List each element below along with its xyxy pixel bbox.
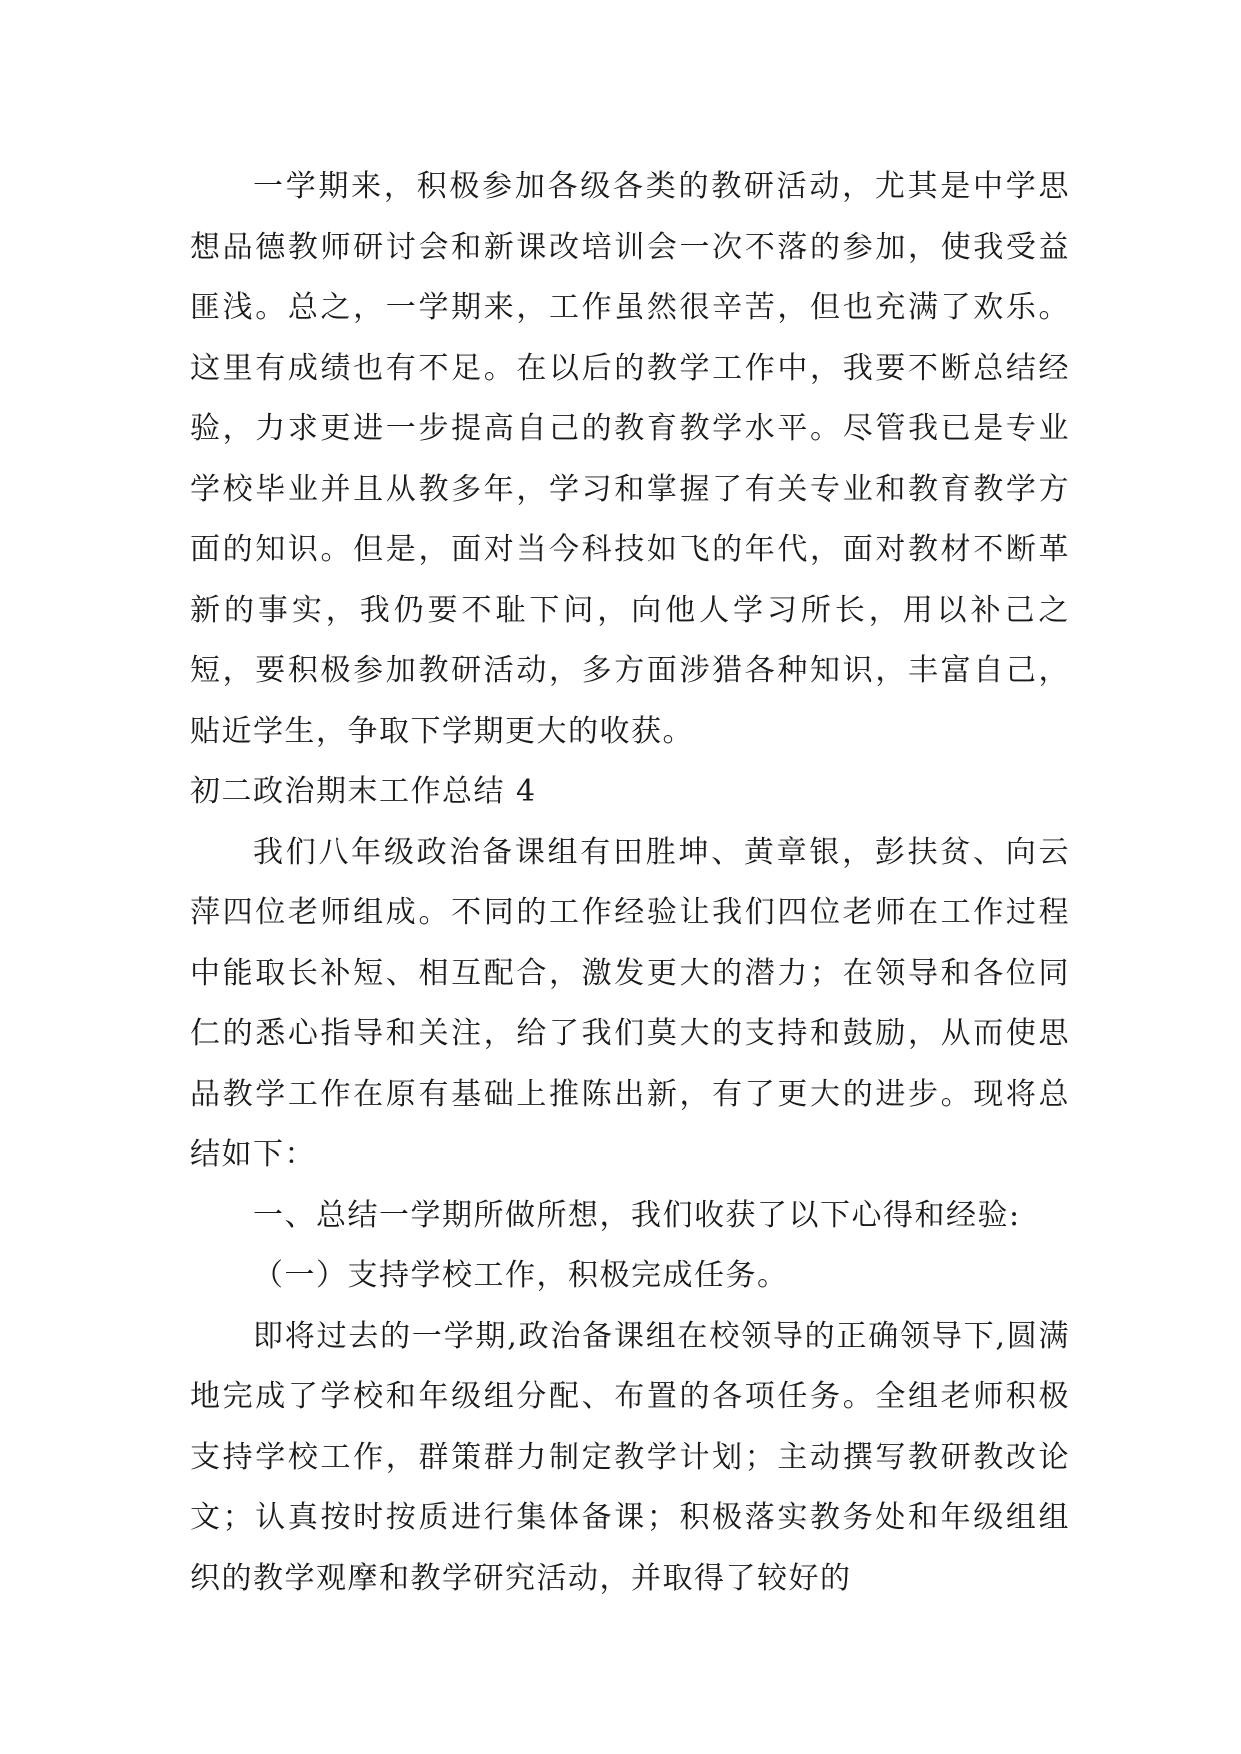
subsection-heading: （一）支持学校工作，积极完成任务。 (253, 1258, 789, 1293)
body-paragraph: 一学期来，积极参加各级各类的教研活动，尤其是中学思想品德教师研讨会和新课改培训会一次不落的参加，使我受益匪浅。总之，一学期来，工作虽然很辛苦，但也充满了欢乐。这里有成绩也有不足。在以后的教学工作中，我要不断总结经验，力求更进一步提高自己的教育教学水平。尽管我已是专业学校毕业并且从教多年，学习和掌握了有关专业和教育教学方面的知识。但是，面对当今科技如飞的年代，面对教材不断革新的事实，我仍要不耻下问，向他人学习所长，用以补己之短，要积极参加教研活动，多方面涉猎各种知识，丰富自己，贴近学生，争取下学期更大的收获。 (190, 169, 1070, 749)
body-paragraph: 一、总结一学期所做所想，我们收获了以下心得和经验: (253, 1197, 1021, 1233)
section-heading: 初二政治期末工作总结 4 (190, 774, 537, 809)
document-body (190, 157, 1070, 1609)
body-paragraph: 即将过去的一学期,政治备课组在校领导的正确领导下,圆满地完成了学校和年级组分配、布置的各项任务。全组老师积极支持学校工作，群策群力制定教学计划；主动撰写教研教改论文；认真按时按质进行集体备课；积极落实教务处和年级组组织的教学观摩和教学研究活动，并取得了较好的 (190, 1318, 1070, 1596)
body-paragraph: 我们八年级政治备课组有田胜坤、黄章银，彭扶贫、向云萍四位老师组成。不同的工作经验让我们四位老师在工作过程中能取长补短、相互配合，激发更大的潜力；在领导和各位同仁的悉心指导和关注，给了我们莫大的支持和鼓励，从而使思品教学工作在原有基础上推陈出新，有了更大的进步。现将总结如下： (190, 834, 1070, 1172)
